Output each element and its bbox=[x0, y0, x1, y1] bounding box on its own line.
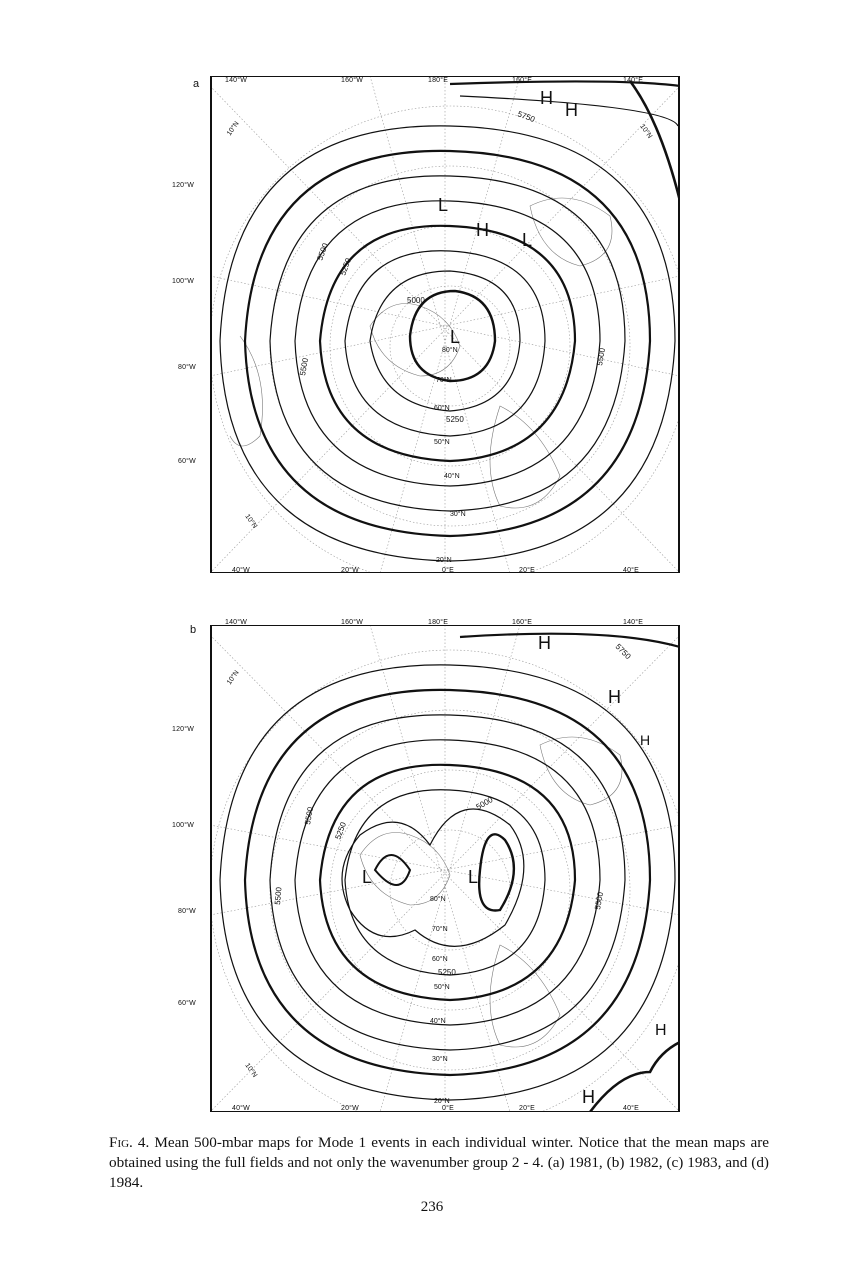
contour-label: 5500 bbox=[273, 886, 284, 906]
left-tick: 100°W bbox=[172, 822, 195, 829]
contour-label: 5250 bbox=[446, 415, 464, 424]
latitude-label: 30°N bbox=[432, 1056, 448, 1063]
high-pressure-label: H bbox=[538, 633, 551, 653]
high-pressure-label: H bbox=[640, 732, 651, 748]
left-tick: 60°W bbox=[178, 1000, 196, 1007]
left-tick: 80°W bbox=[178, 364, 196, 371]
map-panel-b bbox=[210, 625, 680, 1112]
bottom-tick: 20°E bbox=[519, 567, 536, 574]
top-tick: 180°E bbox=[428, 77, 449, 84]
top-tick: 160°W bbox=[341, 77, 364, 84]
low-pressure-label: L bbox=[362, 867, 373, 887]
figure-caption bbox=[109, 1133, 769, 1193]
latitude-label: 70°N bbox=[432, 926, 448, 933]
left-tick: 100°W bbox=[172, 278, 195, 285]
high-pressure-label: H bbox=[655, 1022, 667, 1039]
top-tick: 140°E bbox=[623, 77, 644, 84]
latitude-label: 20°N bbox=[436, 557, 452, 564]
high-pressure-label: H bbox=[540, 88, 553, 108]
bottom-tick: 0°E bbox=[442, 567, 454, 574]
latitude-label: 50°N bbox=[434, 984, 450, 991]
top-tick: 160°E bbox=[512, 619, 533, 626]
low-pressure-label: L bbox=[438, 195, 449, 215]
contour-label: 5000 bbox=[407, 296, 425, 305]
bottom-tick: 20°E bbox=[519, 1105, 536, 1112]
latitude-label: 40°N bbox=[430, 1018, 446, 1025]
high-pressure-label: H bbox=[582, 1087, 595, 1107]
latitude-label: 30°N bbox=[450, 511, 466, 518]
top-tick: 160°E bbox=[512, 77, 533, 84]
bottom-tick: 0°E bbox=[442, 1105, 454, 1112]
contour-label: 5250 bbox=[333, 820, 348, 841]
contour-label: 5750 bbox=[516, 109, 537, 124]
bottom-tick: 20°W bbox=[341, 1105, 359, 1112]
contour-label: 5500 bbox=[303, 806, 316, 826]
high-pressure-label: H bbox=[476, 220, 489, 240]
latitude-label: 80°N bbox=[442, 347, 458, 354]
low-pressure-label: L bbox=[450, 327, 461, 347]
map-panel-a bbox=[210, 76, 680, 573]
contour-label: 5500 bbox=[298, 357, 311, 377]
bottom-tick: 40°E bbox=[623, 567, 640, 574]
latitude-label: 10°N bbox=[225, 669, 241, 687]
left-tick: 120°W bbox=[172, 182, 195, 189]
high-pressure-label: H bbox=[608, 687, 621, 707]
map-b-frame bbox=[210, 625, 680, 1112]
map-a-frame bbox=[210, 76, 680, 573]
latitude-label: 50°N bbox=[434, 439, 450, 446]
contour-label: 5250 bbox=[438, 968, 456, 977]
latitude-label: 10°N bbox=[243, 513, 259, 530]
bottom-tick: 20°W bbox=[341, 567, 359, 574]
latitude-label: 10°N bbox=[243, 1062, 259, 1079]
top-tick: 160°W bbox=[341, 619, 364, 626]
caption-text: Mean 500-mbar maps for Mode 1 events in each individual winter. Notice that the mean maps are obtained using the full fields and not only the wavenumber group 2 - 4. (a) 1981, (b) 1982, (c) 1983, and (d) 1984. bbox=[109, 1134, 769, 1191]
high-pressure-label: H bbox=[565, 100, 578, 120]
left-tick: 120°W bbox=[172, 726, 195, 733]
left-tick: 60°W bbox=[178, 458, 196, 465]
bottom-tick: 40°E bbox=[623, 1105, 640, 1112]
latitude-label: 60°N bbox=[432, 956, 448, 963]
figure-number: Fig. 4. bbox=[109, 1134, 150, 1151]
contour-label: 5750 bbox=[613, 642, 633, 661]
contour-label: 5000 bbox=[474, 795, 495, 812]
panel-a-label: a bbox=[193, 78, 200, 90]
panel-b-label: b bbox=[190, 624, 197, 636]
low-pressure-label: L bbox=[522, 230, 533, 250]
latitude-label: 20°N bbox=[434, 1098, 450, 1105]
bottom-tick: 40°W bbox=[232, 567, 250, 574]
latitude-label: 70°N bbox=[436, 377, 452, 384]
contour-label: 5500 bbox=[595, 347, 608, 367]
top-tick: 140°W bbox=[225, 77, 248, 84]
contour-label: 5250 bbox=[338, 256, 353, 277]
page-number: 236 bbox=[420, 1199, 444, 1215]
left-tick: 80°W bbox=[178, 908, 196, 915]
contour-label: 5500 bbox=[593, 891, 606, 911]
latitude-label: 60°N bbox=[434, 405, 450, 412]
bottom-tick: 40°W bbox=[232, 1105, 250, 1112]
low-pressure-label: L bbox=[468, 867, 479, 887]
top-tick: 140°E bbox=[623, 619, 644, 626]
top-tick: 140°W bbox=[225, 619, 248, 626]
contour-label: 5500 bbox=[315, 241, 330, 262]
latitude-label: 10°N bbox=[638, 123, 654, 140]
latitude-label: 40°N bbox=[444, 473, 460, 480]
top-tick: 180°E bbox=[428, 619, 449, 626]
latitude-label: 10°N bbox=[225, 120, 241, 138]
latitude-label: 80°N bbox=[430, 896, 446, 903]
